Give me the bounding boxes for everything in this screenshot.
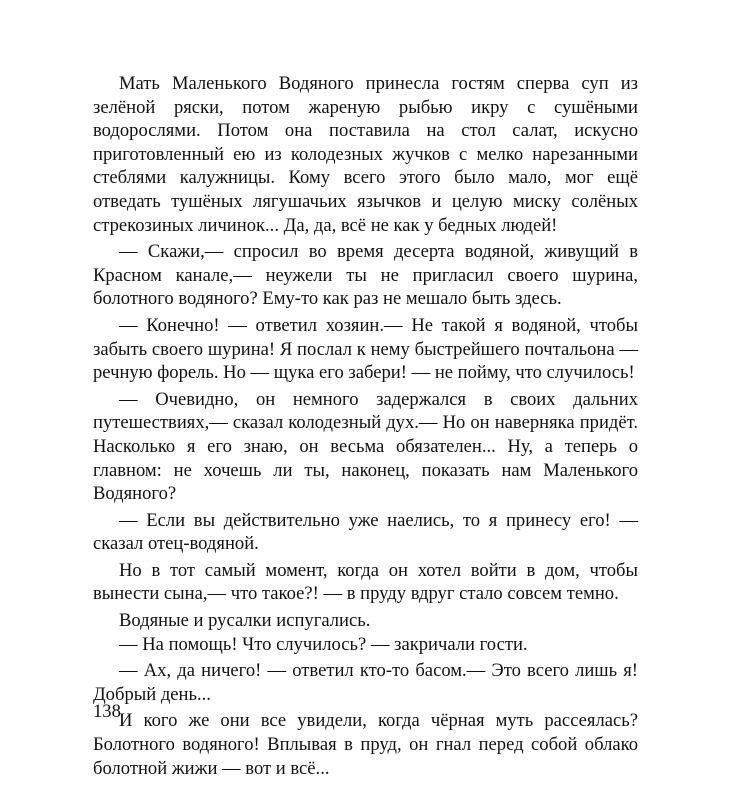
paragraph-dessert-question: — Скажи,— спросил во время десерта водяной, живущий в Красном канале,— неужели ты не пригласил своего шурина, болотного водяного? Ему-то как раз не мешало быть здесь. <box>93 241 638 310</box>
paragraph-swamp-waterman: И кого же они все увидели, когда чёрная муть рассеялась? Болотного водяного! Вплывая в пруд, он гнал перед собой облако болотной жижи — вот и всё... <box>93 710 638 779</box>
paragraph-meal: Мать Маленького Водяного принесла гостям сперва суп из зелёной ряски, потом жареную рыбью икру с сушёными водорослями. Потом она поставила на стол салат, искусно приготовленный ею из колодезных жучков с мелко нарезанными стеблями калужницы. Кому всего этого было мало, мог ещё отведать тушёных лягушачьих язычков и целую миску солёных стрекозиных личинок... Да, да, всё не как у бедных людей! <box>93 73 638 236</box>
paragraph-host-answer: — Конечно! — ответил хозяин.— Не такой я водяной, чтобы забыть своего шурина! Я послал к нему быстрейшего почтальона — речную форель. Но — щука его забери! — не пойму, что случилось! <box>93 314 638 384</box>
paragraph-guests-shout: — На помощь! Что случилось? — закричали гости. <box>119 633 528 655</box>
paragraph-father-reply: — Если вы действительно уже наелись, то я принесу его! — сказал отец-водяной. <box>93 509 638 555</box>
paragraph-well-spirit: — Очевидно, он немного задержался в своих дальних путешествиях,— сказал колодезный дух.— Но он наверняка придёт. Насколько я его знаю, он весьма обязателен... Ну, а теперь о главном: не хочешь ли ты, наконец, показать нам Маленького Водяного? <box>93 388 638 505</box>
paragraph-darkness: Но в тот самый момент, когда он хотел войти в дом, чтобы вынести сына,— что такое?! — в пруду вдруг стало совсем темно. <box>93 559 638 605</box>
paragraph-fright: Водяные и русалки испугались. <box>119 610 371 632</box>
page-number: 138 <box>93 701 121 722</box>
paragraph-bass-voice: — Ах, да ничего! — ответил кто-то басом.— Это всего лишь я! Добрый день... <box>93 660 638 705</box>
page-body <box>93 72 638 780</box>
